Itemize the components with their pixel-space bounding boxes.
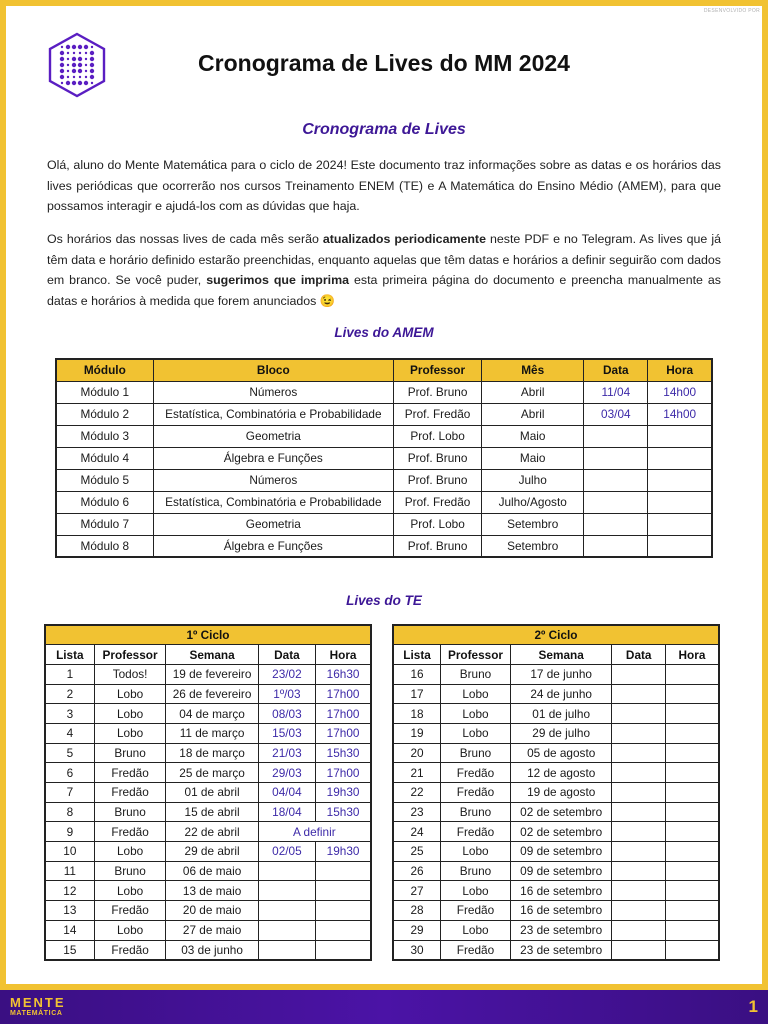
te-cycle1-row (45, 842, 371, 862)
amem-cell: Números (153, 381, 393, 403)
te-cycle2-cell (612, 842, 665, 862)
amem-row (56, 447, 712, 469)
te-cycle1-col-header: Professor (94, 645, 166, 665)
te-cycle2-cell: Bruno (441, 861, 511, 881)
te-section-title: Lives do TE (346, 593, 422, 608)
te-cycle1-cell: Lobo (94, 920, 166, 940)
te-cycle2-cell: Fredão (441, 940, 511, 960)
te-cycle2-col-header: Hora (665, 645, 719, 665)
amem-cell: Módulo 3 (56, 425, 153, 447)
te-cycle2-row (393, 783, 719, 803)
te-cycle2-cell (665, 802, 719, 822)
te-cycle2-cell (665, 664, 719, 684)
te-cycle2-cell: 20 (393, 743, 441, 763)
te-cycle1-col-header: Hora (316, 645, 371, 665)
amem-cell (584, 535, 648, 557)
te-cycle2-cell: 18 (393, 704, 441, 724)
te-cycle1-cell: 13 de maio (166, 881, 258, 901)
te-cycle2-row (393, 664, 719, 684)
te-cycle1-cell: 26 de fevereiro (166, 684, 258, 704)
te-cycle2-cell: 26 (393, 861, 441, 881)
te-cycle1-cell: Lobo (94, 704, 166, 724)
te-cycle2-cell: 24 de junho (510, 684, 612, 704)
te-cycle1-row (45, 940, 371, 960)
amem-cell: Abril (482, 381, 584, 403)
te-cycle1-cell: 03 de junho (166, 940, 258, 960)
p2-bold-updated: atualizados periodicamente (322, 232, 486, 246)
te-cycle1-col-header: Semana (166, 645, 258, 665)
te-cycle1-cell: Bruno (94, 802, 166, 822)
te-cycle1-cell: 23/02 (258, 664, 315, 684)
amem-cell (648, 513, 712, 535)
te-cycle1-cell: A definir (258, 822, 371, 842)
te-cycle1-cell: 12 (45, 881, 94, 901)
te-cycle1-cell: 17h00 (316, 763, 371, 783)
te-cycle2-row (393, 704, 719, 724)
te-cycle2-col-header: Lista (393, 645, 441, 665)
amem-cell: 14h00 (648, 403, 712, 425)
te-cycle2-cell (665, 920, 719, 940)
amem-cell: Prof. Bruno (394, 381, 482, 403)
te-cycle1-cell: 10 (45, 842, 94, 862)
te-cycle2-cell (665, 743, 719, 763)
te-cycle2-row (393, 684, 719, 704)
te-cycle2-cell: 22 (393, 783, 441, 803)
cycle1-header: 1º Ciclo (45, 625, 371, 645)
amem-cell (648, 469, 712, 491)
te-cycle2-cell: Bruno (441, 743, 511, 763)
te-cycle2-cell (665, 822, 719, 842)
te-cycle1-cell: 16h30 (316, 664, 371, 684)
amem-cell: Prof. Bruno (394, 447, 482, 469)
amem-cell: 03/04 (584, 403, 648, 425)
amem-cell: Julho (482, 469, 584, 491)
amem-cell: 14h00 (648, 381, 712, 403)
te-cycle1-cell: 21/03 (258, 743, 315, 763)
amem-row (56, 513, 712, 535)
te-cycle2-cell: 21 (393, 763, 441, 783)
intro-paragraph-1: Olá, aluno do Mente Matemática para o ciclo de 2024! Este documento traz informações sobre as datas e os horários das lives periódicas que ocorrerão nos cursos Treinamento ENEM (TE) e A Matemática do Ensino Médio (AMEM), para que possamos interagir e ajudá-los com as dúvidas que haja. (47, 158, 721, 213)
te-cycle1-cell: 11 de março (166, 723, 258, 743)
te-cycle1-cell (258, 901, 315, 921)
te-cycle1-cell: 18 de março (166, 743, 258, 763)
logo-dot (91, 46, 93, 48)
te-cycle1-cell: 14 (45, 920, 94, 940)
te-cycle2-cell (665, 783, 719, 803)
te-cycle1-row (45, 684, 371, 704)
te-cycle1-cell: 8 (45, 802, 94, 822)
amem-col-header: Hora (648, 359, 712, 381)
te-cycle2-row (393, 822, 719, 842)
te-cycle1-cell: 27 de maio (166, 920, 258, 940)
amem-row (56, 425, 712, 447)
te-cycle2-row (393, 723, 719, 743)
te-cycle1-table (44, 624, 372, 961)
logo-dot (78, 81, 82, 85)
te-cycle2-col-header: Data (612, 645, 665, 665)
te-cycle2-cell: 19 de agosto (510, 783, 612, 803)
te-cycle2-cell (665, 901, 719, 921)
te-cycle2-row (393, 901, 719, 921)
te-cycle1-cell: 22 de abril (166, 822, 258, 842)
te-cycle2-cell (665, 763, 719, 783)
te-cycle2-cell (612, 940, 665, 960)
te-cycle2-cell: Bruno (441, 664, 511, 684)
te-cycle2-cell: 09 de setembro (510, 861, 612, 881)
amem-cell (584, 513, 648, 535)
te-cycle1-cell: 15/03 (258, 723, 315, 743)
te-cycle1-cell: 2 (45, 684, 94, 704)
amem-cell: Setembro (482, 535, 584, 557)
te-cycle2-cell: Fredão (441, 783, 511, 803)
te-cycle2-cell: 05 de agosto (510, 743, 612, 763)
te-cycle1-cell: 17h00 (316, 723, 371, 743)
te-cycle1-cell: 6 (45, 763, 94, 783)
te-cycle1-cell: Bruno (94, 861, 166, 881)
te-cycle2-cell (665, 842, 719, 862)
te-cycle1-row (45, 861, 371, 881)
te-cycle1-cell: 15h30 (316, 802, 371, 822)
te-cycle2-cell: Fredão (441, 763, 511, 783)
te-cycle2-row (393, 743, 719, 763)
logo-dot (61, 46, 63, 48)
p2-bold-print: sugerimos que imprima (206, 273, 350, 287)
te-cycle2-cell: 28 (393, 901, 441, 921)
amem-row (56, 491, 712, 513)
amem-cell: Módulo 1 (56, 381, 153, 403)
amem-cell: Julho/Agosto (482, 491, 584, 513)
p2-text-c: neste PDF e no Telegram. As lives que já têm data e horário definido estarão preenchidas, enquanto aquelas que têm datas e horários a definir seguirão com dados em branco. Se você puder, (47, 232, 721, 287)
te-cycle1-cell (258, 861, 315, 881)
te-cycle2-cell: 30 (393, 940, 441, 960)
te-cycle2-col-header: Professor (441, 645, 511, 665)
te-cycle1-col-header: Lista (45, 645, 94, 665)
amem-cell: Álgebra e Funções (153, 447, 393, 469)
te-cycle2-cell (612, 723, 665, 743)
logo-dot (84, 45, 88, 49)
amem-cell: Abril (482, 403, 584, 425)
te-cycle2-cell: 25 (393, 842, 441, 862)
amem-col-header: Data (584, 359, 648, 381)
te-cycle1-cell: 17h00 (316, 684, 371, 704)
te-cycle1-cell: 13 (45, 901, 94, 921)
amem-cell (584, 447, 648, 469)
te-cycle2-cell: 19 (393, 723, 441, 743)
te-cycle2-cell (612, 763, 665, 783)
p2-text-a: Os horários das nossas lives de cada mês serão (47, 232, 323, 246)
te-cycle1-cell (258, 920, 315, 940)
te-cycle1-cell: 01 de abril (166, 783, 258, 803)
amem-cell (648, 425, 712, 447)
logo-dot (72, 45, 76, 49)
te-cycle1-cell: 15 de abril (166, 802, 258, 822)
te-cycle1-cell (316, 920, 371, 940)
amem-row (56, 535, 712, 557)
te-cycle2-cell: 23 de setembro (510, 920, 612, 940)
te-cycle1-cell: Lobo (94, 881, 166, 901)
te-cycle1-cell: 3 (45, 704, 94, 724)
te-cycle1-row (45, 901, 371, 921)
te-cycle2-cell: Lobo (441, 920, 511, 940)
te-cycle1-cell: 7 (45, 783, 94, 803)
te-cycle2-cell: Lobo (441, 723, 511, 743)
te-cycle1-cell (258, 940, 315, 960)
amem-cell: Maio (482, 425, 584, 447)
amem-cell (648, 447, 712, 469)
te-cycle2-cell: 02 de setembro (510, 802, 612, 822)
te-cycle2-cell: Bruno (441, 802, 511, 822)
te-cycle2-cell (612, 743, 665, 763)
te-cycle2-row (393, 763, 719, 783)
te-cycle2-cell: 29 (393, 920, 441, 940)
amem-col-header: Mês (482, 359, 584, 381)
te-cycle2-row (393, 802, 719, 822)
amem-cell (584, 469, 648, 491)
logo-dot (61, 82, 63, 84)
te-cycle2-cell (612, 822, 665, 842)
te-cycle2-cell (612, 861, 665, 881)
te-cycle2-cell (612, 684, 665, 704)
logo-dot (66, 81, 70, 85)
footer-brand-top: MENTE (10, 995, 66, 1010)
te-cycle2-cell: 01 de julho (510, 704, 612, 724)
te-cycle2-cell: 27 (393, 881, 441, 901)
te-cycle1-cell: Lobo (94, 684, 166, 704)
te-cycle2-cell: 17 de junho (510, 664, 612, 684)
te-cycle1-cell: 15 (45, 940, 94, 960)
te-cycle1-col-header: Data (258, 645, 315, 665)
amem-cell (648, 535, 712, 557)
amem-col-header: Módulo (56, 359, 153, 381)
footer-brand (10, 997, 66, 1018)
te-cycle1-cell: 19h30 (316, 783, 371, 803)
section-subtitle: Cronograma de Lives (302, 121, 466, 138)
logo-dot (78, 45, 82, 49)
intro-paragraph-2 (47, 229, 721, 311)
amem-cell: Módulo 7 (56, 513, 153, 535)
amem-cell: Álgebra e Funções (153, 535, 393, 557)
te-cycle1-row (45, 822, 371, 842)
te-cycle2-cell (665, 723, 719, 743)
te-cycle1-cell: 15h30 (316, 743, 371, 763)
te-cycle2-cell: 23 (393, 802, 441, 822)
te-cycle1-row (45, 664, 371, 684)
te-cycle1-row (45, 783, 371, 803)
amem-cell: Estatística, Combinatória e Probabilidade (153, 403, 393, 425)
te-cycle1-cell: 04/04 (258, 783, 315, 803)
te-cycle1-cell: 11 (45, 861, 94, 881)
te-cycle1-row (45, 743, 371, 763)
amem-col-header: Bloco (153, 359, 393, 381)
logo-dot (66, 45, 70, 49)
amem-cell: Prof. Fredão (394, 491, 482, 513)
footer-brand-bottom: MATEMÁTICA (10, 1010, 63, 1017)
logo-dot (72, 81, 76, 85)
te-cycle1-cell: 1º/03 (258, 684, 315, 704)
amem-cell: Estatística, Combinatória e Probabilidade (153, 491, 393, 513)
te-cycle1-cell: Lobo (94, 723, 166, 743)
te-cycle2-cell (612, 664, 665, 684)
amem-cell: 11/04 (584, 381, 648, 403)
amem-header-row (56, 359, 712, 381)
te-cycle2-cell: 12 de agosto (510, 763, 612, 783)
te-cycle2-cell: 16 de setembro (510, 901, 612, 921)
te-cycle1-cell: 02/05 (258, 842, 315, 862)
te-cycle2-cell (665, 684, 719, 704)
cycle2-header: 2º Ciclo (393, 625, 719, 645)
te-cycle2-cell (665, 940, 719, 960)
te-cycle1-cell: Fredão (94, 763, 166, 783)
te-cycle1-cell: Todos! (94, 664, 166, 684)
te-cycle1-cell: 04 de março (166, 704, 258, 724)
te-cycle2-cell (612, 802, 665, 822)
te-cycle2-column-headers (393, 645, 719, 665)
te-cycle1-cell: 20 de maio (166, 901, 258, 921)
amem-cell: Geometria (153, 513, 393, 535)
te-cycle2-cell: 16 (393, 664, 441, 684)
te-cycle2-cell (612, 901, 665, 921)
te-cycle1-cell (316, 901, 371, 921)
te-cycle1-cell: Lobo (94, 842, 166, 862)
te-cycle1-cell: 4 (45, 723, 94, 743)
amem-cell: Números (153, 469, 393, 491)
te-cycle1-row (45, 881, 371, 901)
page-title: Cronograma de Lives do MM 2024 (198, 50, 570, 76)
te-cycle2-row (393, 861, 719, 881)
amem-cell (584, 425, 648, 447)
te-cycle2-col-header: Semana (510, 645, 612, 665)
te-cycle2-table (392, 624, 720, 961)
amem-col-header: Professor (394, 359, 482, 381)
te-cycle1-cell: 19 de fevereiro (166, 664, 258, 684)
te-cycle2-row (393, 881, 719, 901)
te-cycle1-row (45, 704, 371, 724)
te-cycle1-cell: 25 de março (166, 763, 258, 783)
amem-cell: Prof. Lobo (394, 425, 482, 447)
te-cycle1-cell: 9 (45, 822, 94, 842)
amem-cell: Maio (482, 447, 584, 469)
amem-cell (648, 491, 712, 513)
te-cycle1-cell: Fredão (94, 822, 166, 842)
amem-cell: Módulo 8 (56, 535, 153, 557)
te-cycle2-cell: 23 de setembro (510, 940, 612, 960)
amem-cell: Prof. Lobo (394, 513, 482, 535)
amem-cell: Módulo 4 (56, 447, 153, 469)
amem-row (56, 381, 712, 403)
amem-cell: Módulo 2 (56, 403, 153, 425)
amem-cell: Prof. Bruno (394, 535, 482, 557)
te-cycle2-cell: 17 (393, 684, 441, 704)
te-cycle2-cell (665, 861, 719, 881)
te-cycle1-cell: 1 (45, 664, 94, 684)
te-cycle2-cell: 16 de setembro (510, 881, 612, 901)
sponsor-label: DESENVOLVIDO POR (703, 8, 760, 14)
te-cycle2-cell: Fredão (441, 822, 511, 842)
amem-table (55, 358, 713, 558)
te-cycle2-cell: 02 de setembro (510, 822, 612, 842)
te-cycle1-row (45, 723, 371, 743)
te-cycle2-cell: Lobo (441, 684, 511, 704)
logo-dot (91, 82, 93, 84)
te-cycle2-cell: 24 (393, 822, 441, 842)
te-cycle1-row (45, 802, 371, 822)
te-cycle2-cell: Fredão (441, 901, 511, 921)
amem-row (56, 403, 712, 425)
te-cycle1-cell: 17h00 (316, 704, 371, 724)
amem-cell (584, 491, 648, 513)
te-cycle1-cell: 19h30 (316, 842, 371, 862)
te-cycle2-cell (665, 704, 719, 724)
te-cycle1-cell (316, 881, 371, 901)
te-cycle2-cell (612, 881, 665, 901)
te-cycle2-cell (612, 920, 665, 940)
amem-row (56, 469, 712, 491)
te-cycle2-row (393, 920, 719, 940)
te-cycle2-cell (612, 783, 665, 803)
te-cycle2-row (393, 842, 719, 862)
te-cycle2-cell: 29 de julho (510, 723, 612, 743)
te-cycle1-cell: 06 de maio (166, 861, 258, 881)
te-cycle1-cell (316, 940, 371, 960)
footer-bar (0, 990, 768, 1024)
amem-section-title: Lives do AMEM (334, 325, 434, 340)
te-cycle2-cell: Lobo (441, 881, 511, 901)
logo-dot (84, 81, 88, 85)
amem-cell: Prof. Fredão (394, 403, 482, 425)
te-cycle1-cell: Fredão (94, 940, 166, 960)
te-cycle1-column-headers (45, 645, 371, 665)
te-cycle1-cell: 29/03 (258, 763, 315, 783)
te-cycle1-row (45, 763, 371, 783)
p2-text-e: esta primeira página do documento e preencha manualmente as datas e horários à medida que forem anunciados 😉 (47, 273, 721, 308)
te-cycle2-cell: Lobo (441, 842, 511, 862)
te-cycle1-cell: 18/04 (258, 802, 315, 822)
te-cycle1-cell: 29 de abril (166, 842, 258, 862)
te-cycle1-cell: Bruno (94, 743, 166, 763)
te-cycle1-cell (258, 881, 315, 901)
amem-cell: Geometria (153, 425, 393, 447)
te-cycle1-row (45, 920, 371, 940)
te-cycle1-cell (316, 861, 371, 881)
page-number: 1 (748, 997, 758, 1016)
amem-cell: Prof. Bruno (394, 469, 482, 491)
te-cycle1-cell: Fredão (94, 901, 166, 921)
te-cycle2-cell (665, 881, 719, 901)
te-cycle2-cell: 09 de setembro (510, 842, 612, 862)
amem-cell: Módulo 6 (56, 491, 153, 513)
te-cycle2-row (393, 940, 719, 960)
amem-cell: Setembro (482, 513, 584, 535)
te-cycle1-cell: 5 (45, 743, 94, 763)
te-cycle2-cell (612, 704, 665, 724)
amem-cell: Módulo 5 (56, 469, 153, 491)
te-cycle2-cell: Lobo (441, 704, 511, 724)
te-cycle1-cell: Fredão (94, 783, 166, 803)
te-cycle1-cell: 08/03 (258, 704, 315, 724)
